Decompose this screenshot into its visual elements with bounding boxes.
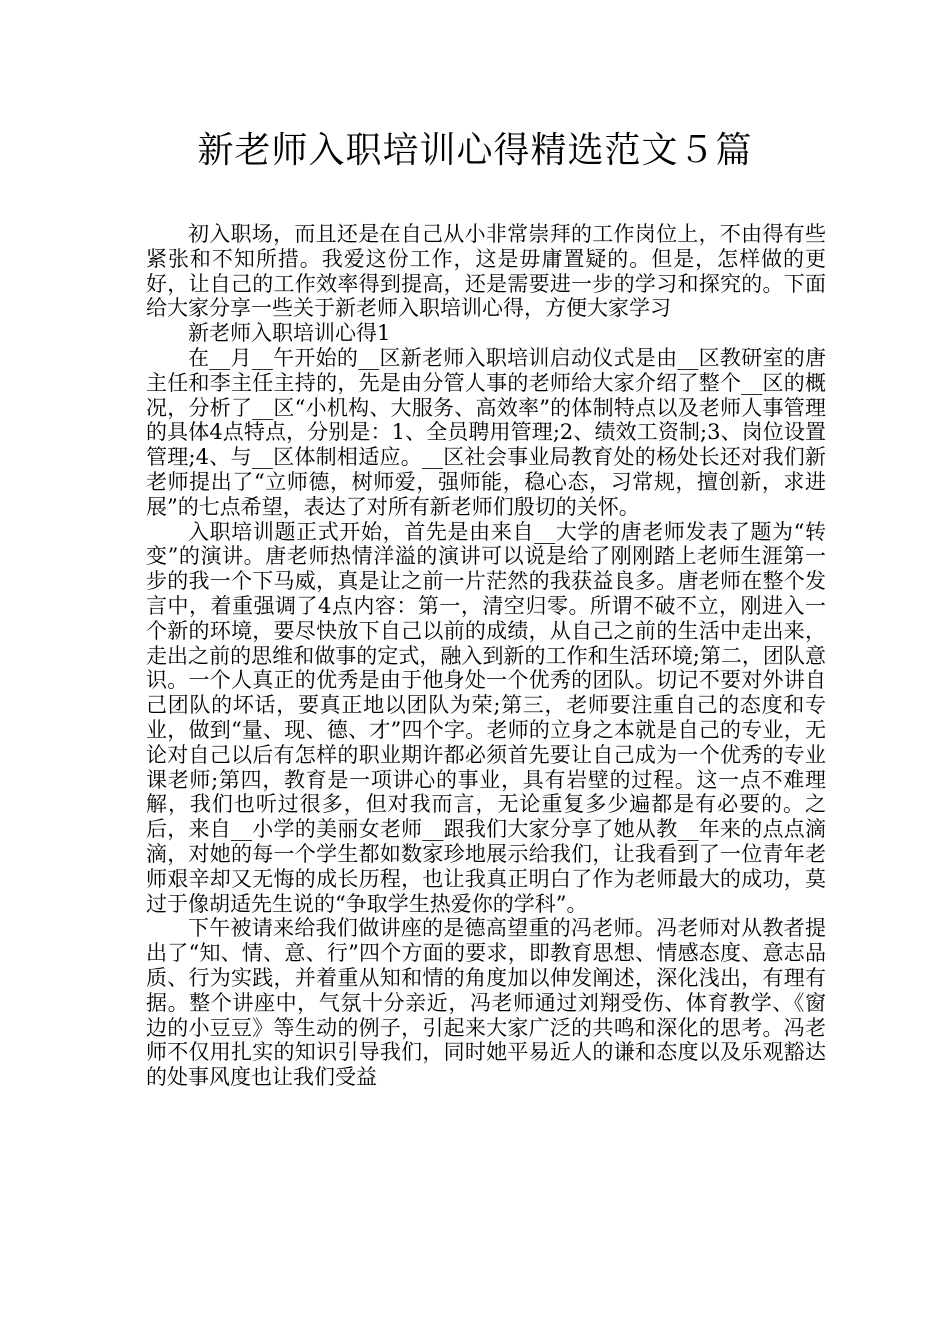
- body-paragraph: 在__月__午开始的__区新老师入职培训启动仪式是由__区教研室的唐主任和李主任主持的，先是由分管人事的老师给大家介绍了整个__区的概况，分析了__区“小机构、大服务、高效率”的体制特点以及老师人事管理的具体4点特点，分别是：1、全员聘用管理;2、绩效工资制;3、岗位设置管理;4、与__区体制相适应。__区社会事业局教育处的杨处长还对我们新老师提出了“立师德，树师爱，强师能，稳心态，习常规，擅创新，求进展”的七点希望，表达了对所有新老师们殷切的关怀。: [146, 345, 826, 519]
- document-body: [146, 222, 826, 1090]
- body-paragraph: 下午被请来给我们做讲座的是德高望重的冯老师。冯老师对从教者提出了“知、情、意、行”四个方面的要求，即教育思想、情感态度、意志品质、行为实践，并着重从知和情的角度加以伸发阐述，深化浅出，有理有据。整个讲座中，气氛十分亲近，冯老师通过刘翔受伤、体育教学、《窗边的小豆豆》等生动的例子，引起来大家广泛的共鸣和深化的思考。冯老师不仅用扎实的知识引导我们，同时她平易近人的谦和态度以及乐观豁达的处事风度也让我们受益: [146, 916, 826, 1090]
- body-paragraph: 入职培训题正式开始，首先是由来自__大学的唐老师发表了题为“转变”的演讲。唐老师热情洋溢的演讲可以说是给了刚刚踏上老师生涯第一步的我一个下马威，真是让之前一片茫然的我获益良多。唐老师在整个发言中，着重强调了4点内容：第一，清空归零。所谓不破不立，刚进入一个新的环境，要尽快放下自己以前的成绩，从自己之前的生活中走出来，走出之前的思维和做事的定式，融入到新的工作和生活环境;第二，团队意识。一个人真正的优秀是由于他身处一个优秀的团队。切记不要对外讲自己团队的坏话，要真正地以团队为荣;第三，老师要注重自己的态度和专业，做到“量、现、德、才”四个字。老师的立身之本就是自己的专业，无论对自己以后有怎样的职业期许都必须首先要让自己成为一个优秀的专业课老师;第四，教育是一项讲心的事业，具有岩壁的过程。这一点不难理解，我们也听过很多，但对我而言，无论重复多少遍都是有必要的。之后，来自__小学的美丽女老师__跟我们大家分享了她从教__年来的点点滴滴，对她的每一个学生都如数家珍地展示给我们，让我看到了一位青年老师艰辛却又无悔的成长历程，也让我真正明白了作为老师最大的成功，莫过于像胡适先生说的“争取学生热爱你的学科”。: [146, 519, 826, 916]
- document-title: 新老师入职培训心得精选范文５篇: [197, 130, 753, 171]
- section-heading: 新老师入职培训心得1: [188, 321, 391, 346]
- intro-paragraph: 初入职场，而且还是在自己从小非常崇拜的工作岗位上，不由得有些紧张和不知所措。我爱这份工作，这是毋庸置疑的。但是，怎样做的更好，让自己的工作效率得到提高，还是需要进一步的学习和探究的。下面给大家分享一些关于新老师入职培训心得，方便大家学习: [146, 222, 826, 321]
